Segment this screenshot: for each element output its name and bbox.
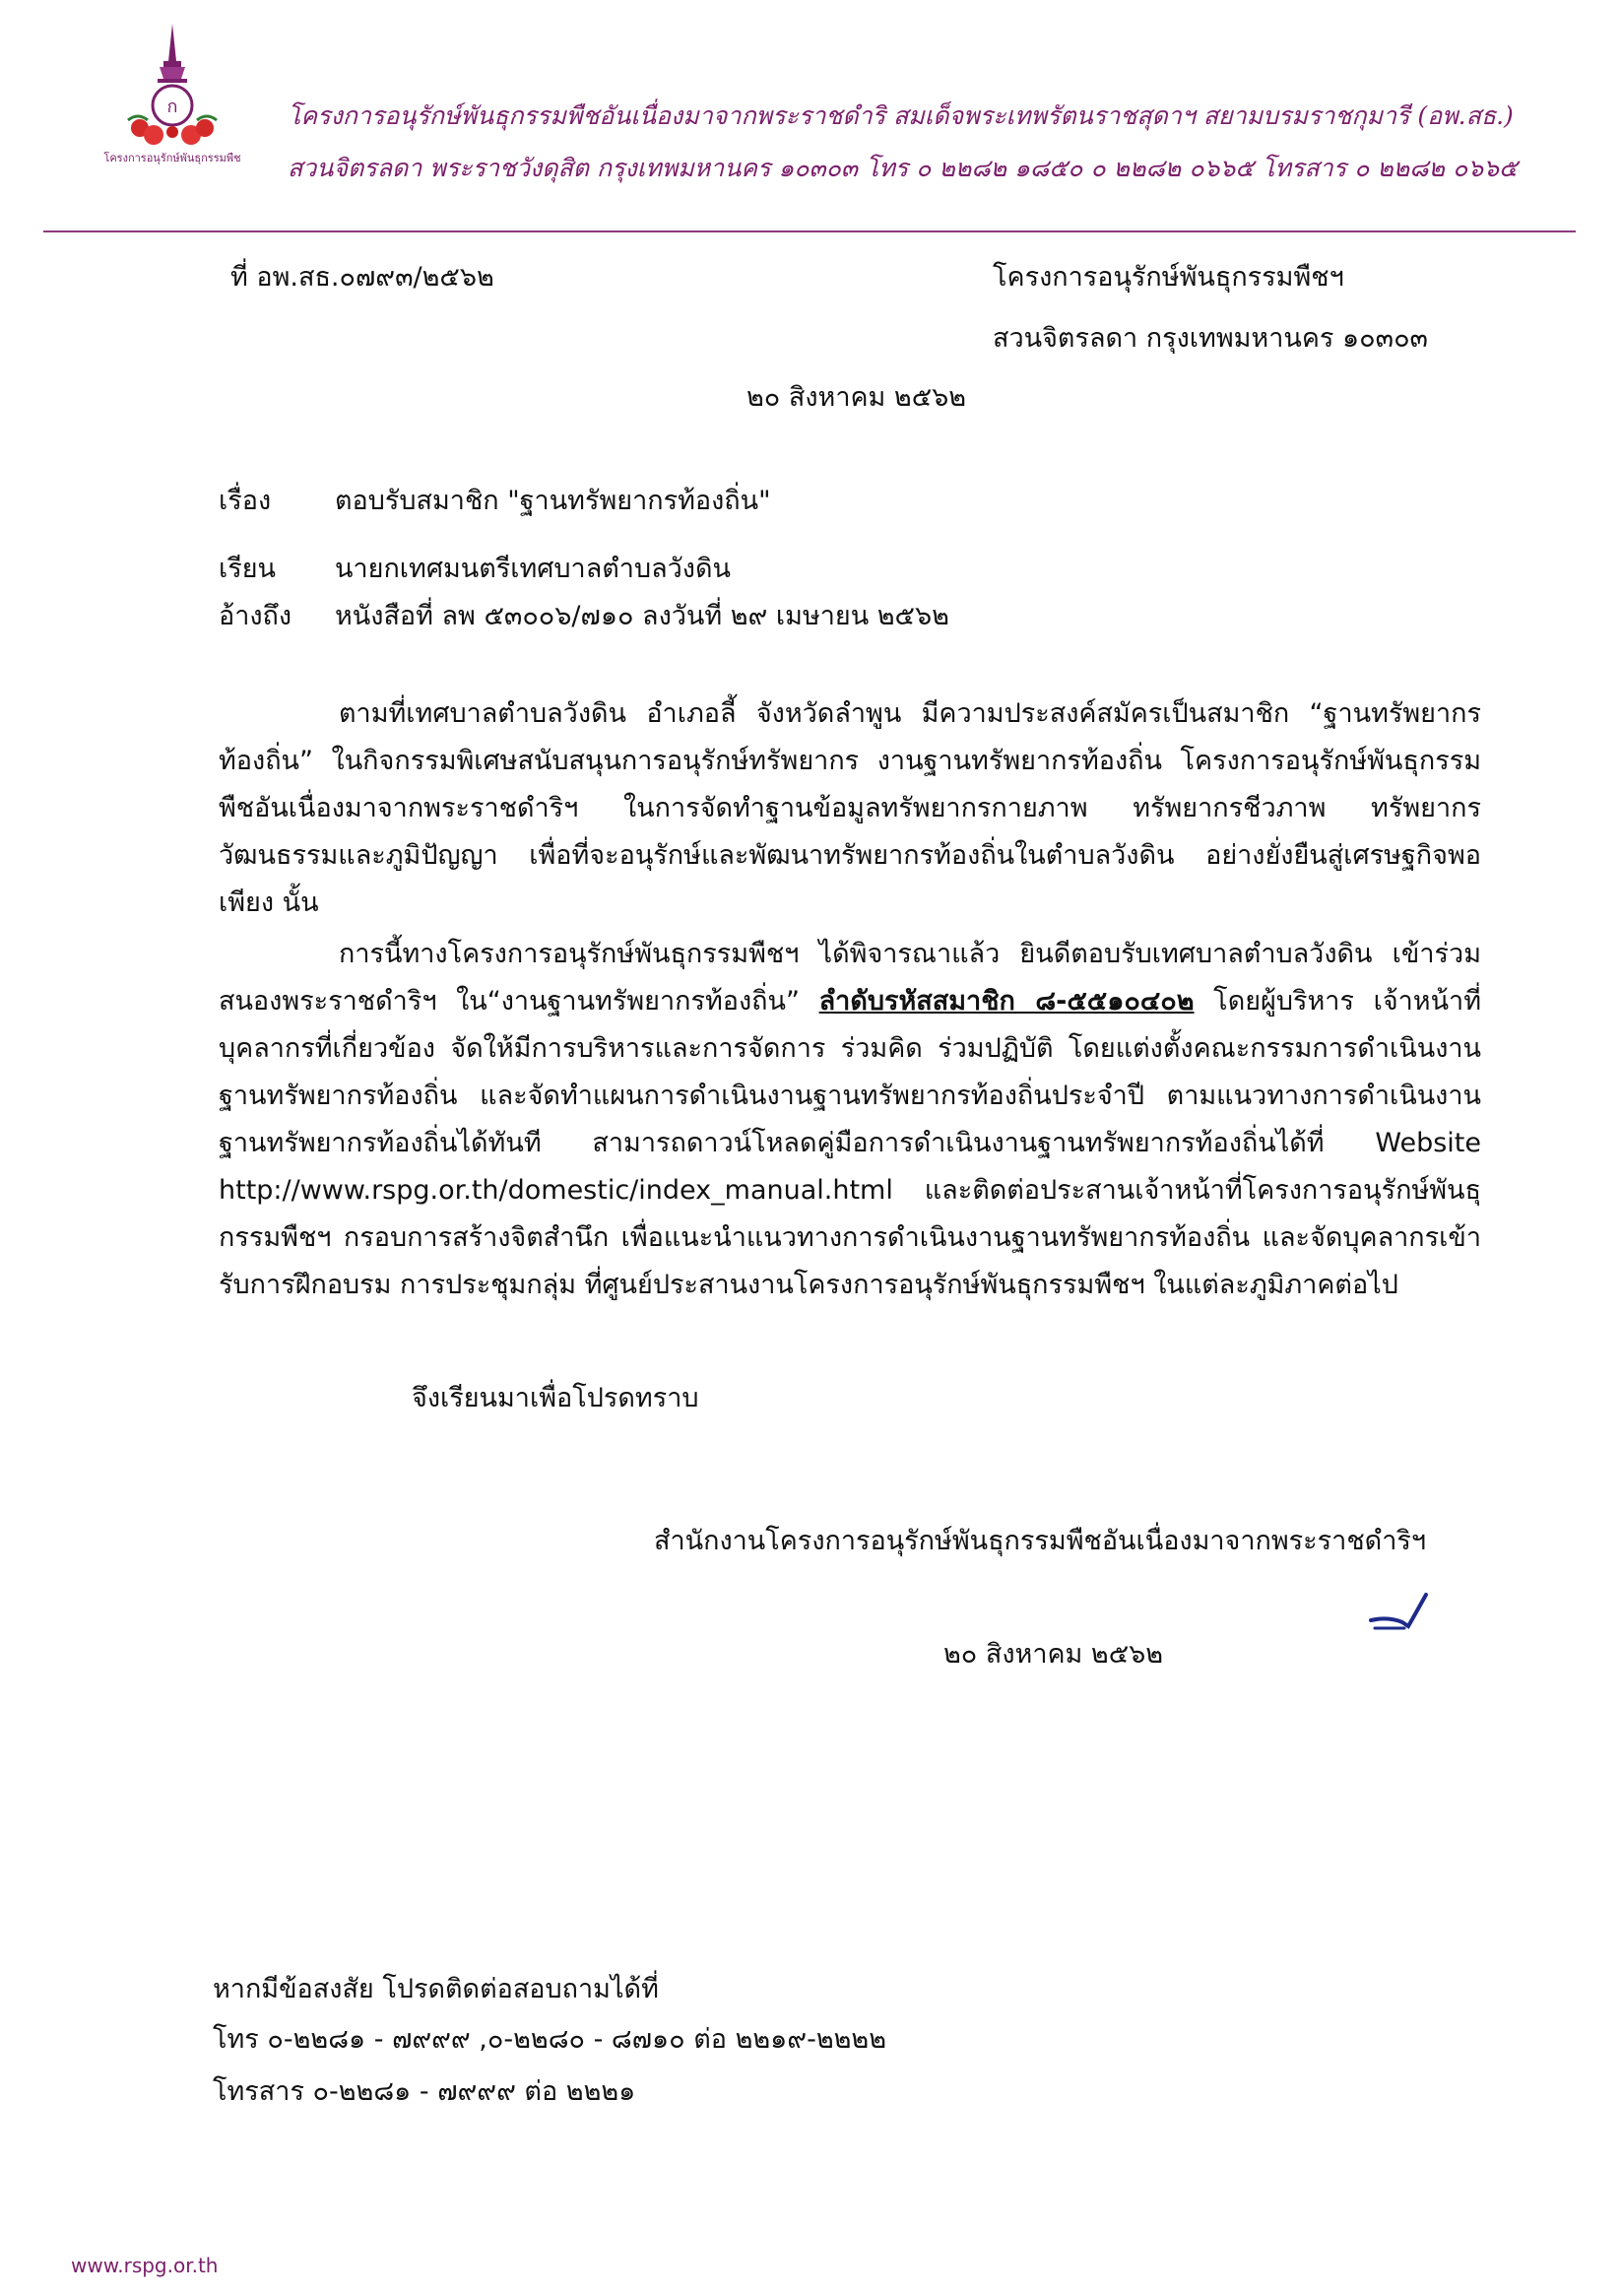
subject-label: เรื่อง (219, 486, 272, 516)
contact-fax: โทรสาร ๐-๒๒๘๑ - ๗๙๙๙ ต่อ ๒๒๒๑ (213, 2076, 636, 2107)
paragraph-2-part-a: การนี้ทางโครงการอนุรักษ์พันธุกรรมพืชฯ ได้พิจารณาแล้ว ยินดีตอบรับเทศบาลตำบลวังดิน เข้าร่วมสนองพระราชดำริฯ ใน“งานฐานทรัพยากรท้องถิ่น” (219, 939, 1481, 1017)
signature (1369, 1591, 1438, 1635)
logo-caption: โครงการอนุรักษ์พันธุกรรมพืช (103, 152, 241, 164)
reference-text: หนังสือที่ ลพ ๕๓๐๐๖/๗๑๐ ลงวันที่ ๒๙ เมษายน ๒๕๖๒ (335, 601, 949, 631)
header-line-2: สวนจิตรลดา พระราชวังดุสิต กรุงเทพมหานคร ๑๐๓๐๓ โทร ๐ ๒๒๘๒ ๑๘๕๐ ๐ ๒๒๘๒ ๐๖๖๕ โทรสาร ๐ ๒๒๘๒ ๐๖๖๕ (288, 154, 1518, 182)
header-divider (43, 230, 1576, 232)
letter-date: ๒๐ สิงหาคม ๒๕๖๒ (746, 382, 967, 413)
contact-intro: หากมีข้อสงสัย โปรดติดต่อสอบถามได้ที่ (213, 1974, 659, 2004)
closing-text: จึงเรียนมาเพื่อโปรดทราบ (412, 1383, 699, 1413)
paragraph-1: ตามที่เทศบาลตำบลวังดิน อำเภอลี้ จังหวัดลำพูน มีความประสงค์สมัครเป็นสมาชิก “ฐานทรัพยากรท้องถิ่น” ในกิจกรรมพิเศษสนับสนุนการอนุรักษ์ทรัพยากร งานฐานทรัพยากรท้องถิ่น โครงการอนุรักษ์พันธุกรรมพืชอันเนื่องมาจากพระราชดำริฯ ในการจัดทำฐานข้อมูลทรัพยากรกายภาพ ทรัพยากรชีวภาพ ทรัพยากรวัฒนธรรมและภูมิปัญญา เพื่อที่จะอนุรักษ์และพัฒนาทรัพยากรท้องถิ่นในตำบลวังดิน อย่างยั่งยืนสู่เศรษฐกิจพอเพียง นั้น (219, 698, 1481, 918)
sender-line-1: โครงการอนุรักษ์พันธุกรรมพืชฯ (993, 262, 1344, 293)
svg-text:ก: ก (166, 97, 178, 117)
member-code: ลำดับรหัสสมาชิก ๘-๕๕๑๐๔๐๒ (818, 986, 1195, 1017)
subject-text: ตอบรับสมาชิก "ฐานทรัพยากรท้องถิ่น" (335, 486, 771, 516)
signer-office: สำนักงานโครงการอนุรักษ์พันธุกรรมพืชอันเนื่องมาจากพระราชดำริฯ (654, 1526, 1427, 1556)
header-line-1: โครงการอนุรักษ์พันธุกรรมพืชอันเนื่องมาจากพระราชดำริ สมเด็จพระเทพรัตนราชสุดาฯ สยามบรมราชกุมารี (อพ.สธ.) (288, 101, 1514, 130)
reference-number: ที่ อพ.สธ.๐๗๙๓/๒๕๖๒ (230, 262, 494, 293)
rspg-logo (98, 22, 246, 169)
sender-line-2: สวนจิตรลดา กรุงเทพมหานคร ๑๐๓๐๓ (993, 323, 1429, 354)
logo-spire (168, 24, 176, 61)
reference-label: อ้างถึง (219, 601, 292, 631)
contact-phone: โทร ๐-๒๒๘๑ - ๗๙๙๙ ,๐-๒๒๘๐ - ๘๗๑๐ ต่อ ๒๒๑๙-๒๒๒๒ (213, 2024, 887, 2055)
letter-body (219, 690, 1481, 1309)
sign-date: ๒๐ สิงหาคม ๒๕๖๒ (943, 1639, 1164, 1670)
to-label: เรียน (219, 554, 277, 584)
footer-website: www.rspg.or.th (71, 2254, 219, 2277)
to-text: นายกเทศมนตรีเทศบาลตำบลวังดิน (335, 554, 731, 584)
paragraph-2-part-b: โดยผู้บริหาร เจ้าหน้าที่ บุคลากรที่เกี่ยวข้อง จัดให้มีการบริหารและการจัดการ ร่วมคิด ร่วมปฏิบัติ โดยแต่งตั้งคณะกรรมการดำเนินงานฐานทรัพยากรท้องถิ่น และจัดทำแผนการดำเนินงานฐานทรัพยากรท้องถิ่นประจำปี ตามแนวทางการดำเนินงานฐานทรัพยากรท้องถิ่นได้ทันที สามารถดาวน์โหลดคู่มือการดำเนินงานฐานทรัพยากรท้องถิ่นได้ที่ Website http://www.rspg.or.th/domestic/index_manual.html และติดต่อประสานเจ้าหน้าที่โครงการอนุรักษ์พันธุกรรมพืชฯ กรอบการสร้างจิตสำนึก เพื่อแนะนำแนวทางการดำเนินงานฐานทรัพยากรท้องถิ่น และจัดบุคลากรเข้ารับการฝึกอบรม การประชุมกลุ่ม ที่ศูนย์ประสานงานโครงการอนุรักษ์พันธุกรรมพืชฯ ในแต่ละภูมิภาคต่อไป (219, 986, 1482, 1300)
paragraph-2 (219, 931, 1481, 1309)
